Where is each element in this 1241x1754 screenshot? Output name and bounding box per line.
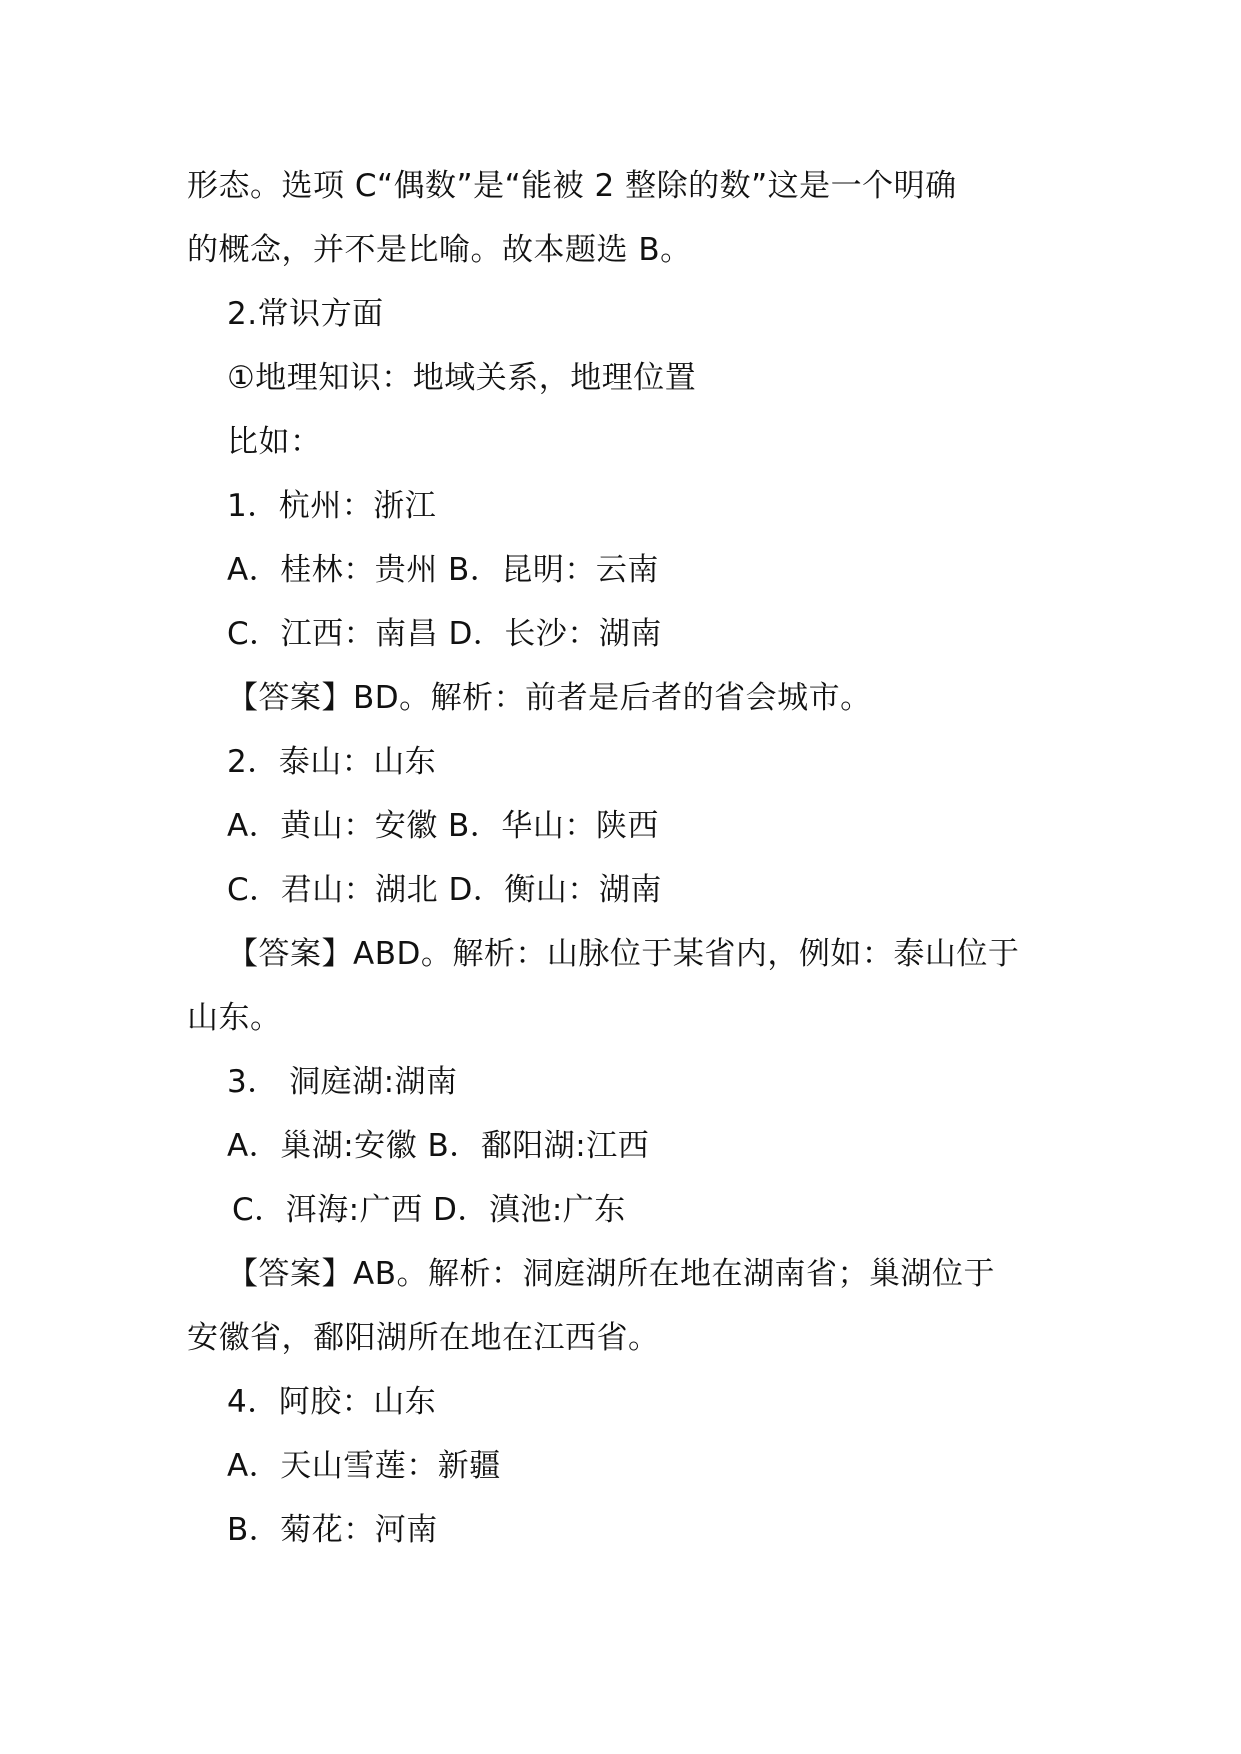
subsection-heading: ①地理知识：地域关系，地理位置 xyxy=(227,360,697,396)
question-options: A．桂林：贵州 B．昆明：云南 xyxy=(227,552,659,588)
text-line: 形态。选项 C“偶数”是“能被 2 整除的数”这是一个明确 xyxy=(187,168,957,204)
question-options: A．巢湖:安徽 B．鄱阳湖:江西 xyxy=(227,1128,650,1164)
question-options: B．菊花：河南 xyxy=(227,1512,438,1548)
question-options: C．君山：湖北 D．衡山：湖南 xyxy=(227,872,662,908)
text-line: 安徽省，鄱阳湖所在地在江西省。 xyxy=(187,1320,660,1356)
answer-line: 【答案】BD。解析：前者是后者的省会城市。 xyxy=(227,680,872,716)
answer-line: 【答案】AB。解析：洞庭湖所在地在湖南省；巢湖位于 xyxy=(227,1256,995,1292)
question-stem: 1．杭州：浙江 xyxy=(227,488,437,524)
question-options: A．天山雪莲：新疆 xyxy=(227,1448,501,1484)
question-stem: 2．泰山：山东 xyxy=(227,744,437,780)
question-options: C．江西：南昌 D．长沙：湖南 xyxy=(227,616,662,652)
question-options: A．黄山：安徽 B．华山：陕西 xyxy=(227,808,659,844)
section-heading: 2.常识方面 xyxy=(227,296,384,332)
question-stem: 4．阿胶：山东 xyxy=(227,1384,437,1420)
answer-line: 【答案】ABD。解析：山脉位于某省内，例如：泰山位于 xyxy=(227,936,1020,972)
question-stem: 3． 洞庭湖:湖南 xyxy=(227,1064,458,1100)
text-line: 的概念，并不是比喻。故本题选 B。 xyxy=(187,232,692,268)
text-line: 山东。 xyxy=(187,1000,282,1036)
text-line: 比如： xyxy=(227,424,322,460)
question-options: C．洱海:广西 D．滇池:广东 xyxy=(232,1192,626,1228)
